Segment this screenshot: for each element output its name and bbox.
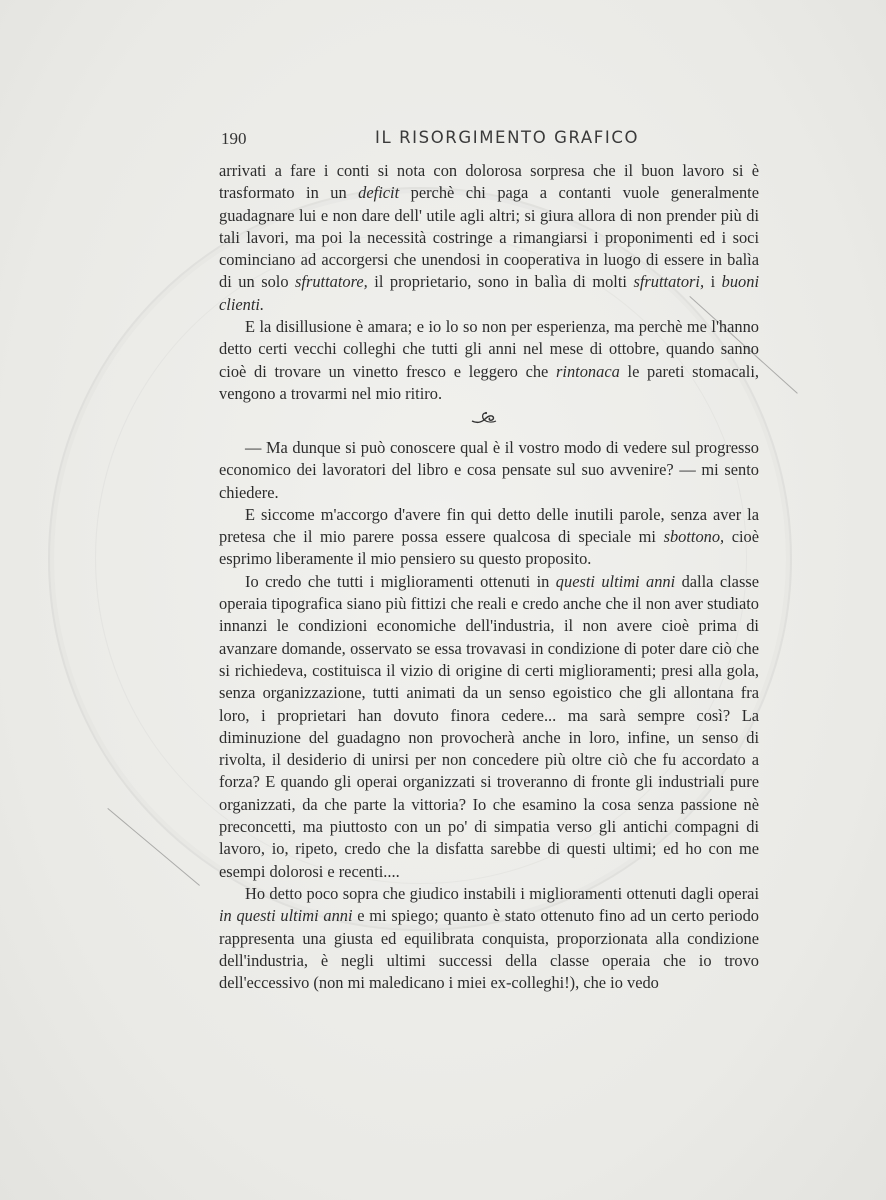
text-run: perchè chi paga a contanti vuole generalmente guadagnare lui e non dare dell' utile agli altri; si giura allora di non prender più di tali lavori, ma poi la necessità costringe a rimangiarsi i proponimenti ed i soci cominciano ad accorgersi che unendosi in cooperativa in luogo di essere in balìa di un solo [219, 183, 759, 292]
body-text-bottom [219, 437, 759, 994]
text-run: Io credo che tutti i miglioramenti ottenuti in [245, 571, 556, 591]
text-run: il proprietario, sono in balìa di molti [367, 272, 634, 292]
paragraph [219, 571, 759, 883]
italic-text: rintonaca [556, 361, 620, 381]
italic-text: buoni clienti. [219, 272, 759, 314]
italic-text: in questi ultimi anni [219, 906, 353, 926]
paragraph [219, 160, 759, 316]
paragraph [219, 883, 759, 994]
paragraph [219, 504, 759, 571]
running-title: IL RISORGIMENTO GRAFICO [375, 128, 640, 147]
fleuron-ornament-icon [470, 410, 498, 428]
text-run: E la disillusione è amara; e io lo so non per esperienza, ma perchè me l'hanno detto certi vecchi colleghi che tutti gli anni nel mese di ottobre, quando sanno cioè di trovare un vinetto fresco e leggero che [219, 317, 759, 381]
text-run: i [704, 272, 722, 292]
text-run: arrivati a fare i conti si nota con dolorosa sorpresa che il buon lavoro si è trasformato in un [219, 161, 759, 203]
text-run: le pareti stomacali, vengono a trovarmi nel mio ritiro. [219, 361, 759, 403]
text-run: Ho detto poco sopra che giudico instabili i miglioramenti ottenuti dagli operai [245, 883, 759, 903]
page-number: 190 [221, 129, 247, 148]
text-run: dalla classe operaia tipografica siano più fittizi che reali e credo anche che il non aver studiato innanzi le condizioni economiche dell'industria, il non avere cioè prima di avanzare domande, osservato se essa trovavasi in condizione di poter dare ciò che si richiedeva, costituisca il vizio di origine di certi miglioramenti; presi alla gola, senza organizzazione, tutti animati da un senso egoistico che gli allontana fra loro, i proprietari han dovuto finora cedere... ma sarà sempre così? La diminuzione del guadagno non provocherà anche in loro, infine, un senso di rivolta, il desiderio di unirsi per non concedere più oltre ciò che fu accordato a forza? E quando gli operai organizzati si troveranno di fronte gli industriali pure organizzati, da che parte la vittoria? Io che esamino la cosa senza passione nè preconcetti, ma piuttosto con un po' di simpatia verso gli antichi compagni di lavoro, io, ripeto, credo che la disfatta sarebbe di questi ultimi; ed ho con me esempi dolorosi e recenti.... [219, 571, 759, 881]
italic-text: questi ultimi anni [555, 571, 676, 591]
text-run: e mi spiego; quanto è stato ottenuto fino ad un certo periodo rappresenta una giusta ed equilibrata conquista, proporzionata alla condizione dell'industria, è negli ultimi successi della classe operaia che io trovo dell'eccessivo (non mi maledicano i miei ex-colleghi!), che io vedo [219, 906, 759, 993]
italic-text: sfruttatore, [295, 272, 368, 292]
text-run: cioè esprimo liberamente il mio pensiero su questo proposito. [219, 527, 759, 569]
text-run: — Ma dunque si può conoscere qual è il vostro modo di vedere sul progresso economico dei lavoratori del libro e cosa pensate sul suo avvenire? — mi sento chiedere. [219, 438, 759, 502]
page-header [221, 128, 757, 152]
text-run: E siccome m'accorgo d'avere fin qui detto delle inutili parole, senza aver la pretesa che il mio parere possa essere qualcosa di speciale mi [219, 504, 759, 547]
italic-text: deficit [358, 183, 400, 203]
paragraph [219, 437, 759, 504]
body-text-top [219, 160, 759, 405]
italic-text: sbottono, [663, 527, 725, 547]
paragraph [219, 316, 759, 405]
italic-text: sfruttatori, [633, 272, 705, 292]
